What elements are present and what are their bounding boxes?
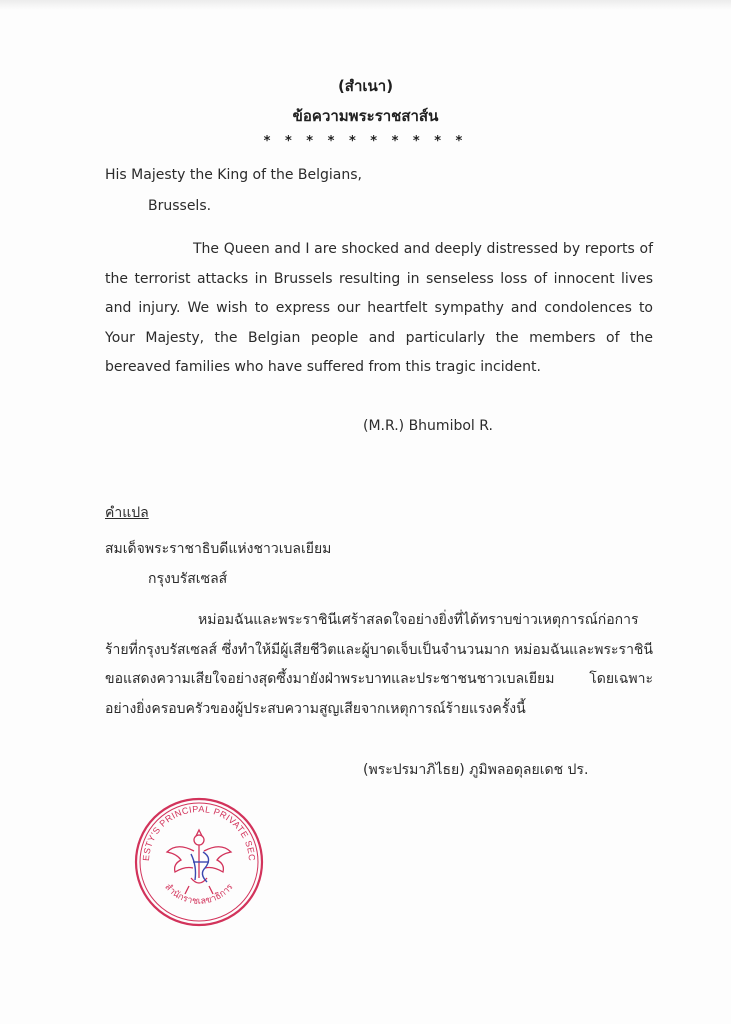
thai-addressee-line2: กรุงบรัสเซลส์ (148, 571, 228, 587)
svg-text:HIS MAJESTY'S PRINCIPAL PRIVAT: ESTY'S PRINCIPAL PRIVATE SEC (140, 803, 258, 862)
english-body-text: The Queen and I are shocked and deeply distressed by reports of the terrorist attacks in Brussels resulting in senseless loss of innocent lives and injury. We wish to express our heartfelt sympathy and condolences to Your Majesty, the Belgian people and particularly the members of the bereaved families who have suffered from this tragic incident. (105, 241, 653, 375)
english-addressee-line2: Brussels. (148, 198, 212, 214)
thai-body-text: หม่อมฉันและพระราชินีเศร้าสลดใจอย่างยิ่งที่ได้ทราบข่าวเหตุการณ์ก่อการร้ายที่กรุงบรัสเซลส์ ซึ่งทำให้มีผู้เสียชีวิตและผู้บาดเจ็บเป็นจำนวนมาก หม่อมฉันและพระราชินีขอแสดงความเสียใจอย่างสุดซึ้งมายังฝ่าพระบาทและประชาชนชาวเบลเยียม โดยเฉพาะอย่างยิ่งครอบครัวของผู้ประสบความสูญเสียจากเหตุการณ์ร้ายแรงครั้งนี้ (105, 612, 653, 717)
letter-title: ข้อความพระราชสาส์น (292, 107, 439, 125)
svg-text:สำนักราชเลขาธิการ: สำนักราชเลขาธิการ (162, 882, 236, 907)
english-signature: (M.R.) Bhumibol R. (363, 418, 493, 434)
official-seal-stamp (133, 796, 265, 928)
royal-cipher-icon (191, 852, 209, 882)
translation-heading: คำแปล (105, 505, 149, 521)
thai-signature: (พระปรมาภิไธย) ภูมิพลอดุลยเดช ปร. (363, 762, 589, 778)
title-stars-divider: * * * * * * * * * * (263, 134, 468, 149)
thai-body-paragraph (105, 606, 653, 724)
english-addressee-line1: His Majesty the King of the Belgians, (105, 167, 362, 183)
copy-label: (สำเนา) (337, 77, 394, 95)
thai-addressee-line1: สมเด็จพระราชาธิบดีแห่งชาวเบลเยียม (105, 541, 332, 557)
english-body-paragraph (105, 235, 653, 383)
